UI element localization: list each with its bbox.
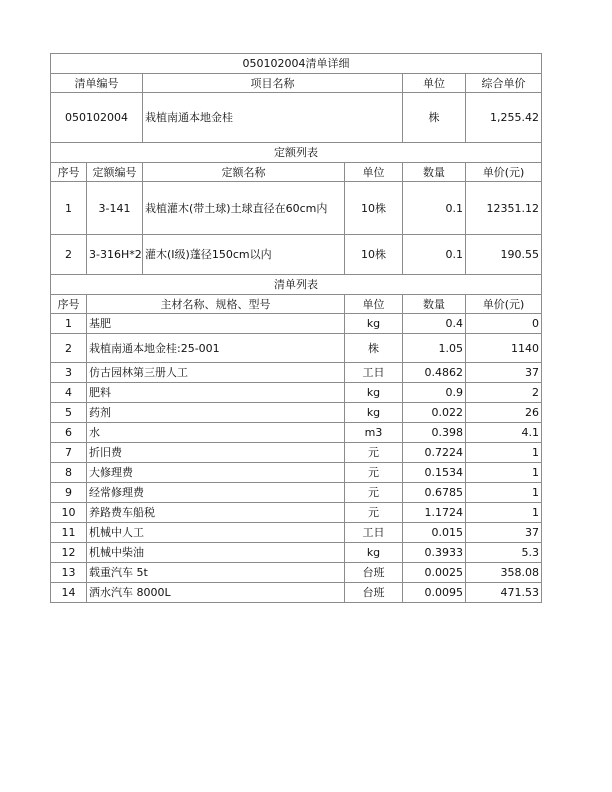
material-name: 仿古园林第三册人工 bbox=[87, 363, 345, 383]
quota-qty-header: 数量 bbox=[403, 163, 466, 182]
material-name: 机械中柴油 bbox=[87, 543, 345, 563]
item-unit-header: 单位 bbox=[403, 74, 466, 93]
material-row bbox=[51, 583, 542, 603]
material-row bbox=[51, 334, 542, 363]
quota-price: 190.55 bbox=[466, 235, 542, 275]
quota-price-header: 单价(元) bbox=[466, 163, 542, 182]
quota-seq: 2 bbox=[51, 235, 87, 275]
material-seq: 4 bbox=[51, 383, 87, 403]
material-price: 1 bbox=[466, 483, 542, 503]
material-price: 1 bbox=[466, 443, 542, 463]
material-row bbox=[51, 563, 542, 583]
material-unit: 元 bbox=[345, 443, 403, 463]
material-unit: 工日 bbox=[345, 523, 403, 543]
material-name: 基肥 bbox=[87, 314, 345, 334]
material-name: 载重汽车 5t bbox=[87, 563, 345, 583]
quota-unit-header: 单位 bbox=[345, 163, 403, 182]
material-unit: m3 bbox=[345, 423, 403, 443]
table-title: 050102004清单详细 bbox=[51, 54, 542, 74]
material-price: 0 bbox=[466, 314, 542, 334]
material-row bbox=[51, 523, 542, 543]
material-seq: 1 bbox=[51, 314, 87, 334]
material-name: 肥料 bbox=[87, 383, 345, 403]
material-qty: 0.7224 bbox=[403, 443, 466, 463]
material-price: 2 bbox=[466, 383, 542, 403]
item-code: 050102004 bbox=[51, 93, 143, 143]
material-seq: 11 bbox=[51, 523, 87, 543]
material-name: 折旧费 bbox=[87, 443, 345, 463]
material-qty: 1.05 bbox=[403, 334, 466, 363]
material-price: 4.1 bbox=[466, 423, 542, 443]
material-qty: 0.0095 bbox=[403, 583, 466, 603]
material-seq: 9 bbox=[51, 483, 87, 503]
material-name: 经常修理费 bbox=[87, 483, 345, 503]
material-price: 358.08 bbox=[466, 563, 542, 583]
material-qty: 0.015 bbox=[403, 523, 466, 543]
quota-name: 灌木(I级)蓬径150cm以内 bbox=[143, 235, 345, 275]
material-unit: kg bbox=[345, 543, 403, 563]
material-price: 1 bbox=[466, 463, 542, 483]
material-unit: 元 bbox=[345, 483, 403, 503]
item-price-header: 综合单价 bbox=[466, 74, 542, 93]
bill-detail-table bbox=[50, 53, 542, 603]
material-qty: 0.9 bbox=[403, 383, 466, 403]
material-unit: 台班 bbox=[345, 563, 403, 583]
material-seq: 5 bbox=[51, 403, 87, 423]
item-unit: 株 bbox=[403, 93, 466, 143]
quota-name-header: 定额名称 bbox=[143, 163, 345, 182]
material-section-title: 清单列表 bbox=[51, 275, 542, 295]
quota-code-header: 定额编号 bbox=[87, 163, 143, 182]
material-qty: 0.4 bbox=[403, 314, 466, 334]
material-qty: 0.6785 bbox=[403, 483, 466, 503]
material-unit: 株 bbox=[345, 334, 403, 363]
quota-name: 栽植灌木(带土球)土球直径在60cm内 bbox=[143, 182, 345, 235]
material-name: 水 bbox=[87, 423, 345, 443]
quota-row bbox=[51, 182, 542, 235]
material-name-header: 主材名称、规格、型号 bbox=[87, 295, 345, 314]
material-unit: 元 bbox=[345, 503, 403, 523]
material-qty: 1.1724 bbox=[403, 503, 466, 523]
material-qty: 0.022 bbox=[403, 403, 466, 423]
material-price: 26 bbox=[466, 403, 542, 423]
material-qty-header: 数量 bbox=[403, 295, 466, 314]
material-rows bbox=[51, 314, 542, 603]
quota-code: 3-141 bbox=[87, 182, 143, 235]
material-row bbox=[51, 403, 542, 423]
item-name-header: 项目名称 bbox=[143, 74, 403, 93]
material-unit: kg bbox=[345, 314, 403, 334]
material-unit: 工日 bbox=[345, 363, 403, 383]
material-qty: 0.398 bbox=[403, 423, 466, 443]
material-row bbox=[51, 463, 542, 483]
material-name: 洒水汽车 8000L bbox=[87, 583, 345, 603]
material-row bbox=[51, 363, 542, 383]
material-price: 37 bbox=[466, 363, 542, 383]
material-qty: 0.3933 bbox=[403, 543, 466, 563]
quota-seq: 1 bbox=[51, 182, 87, 235]
material-seq: 12 bbox=[51, 543, 87, 563]
material-name: 大修理费 bbox=[87, 463, 345, 483]
material-seq: 8 bbox=[51, 463, 87, 483]
material-row bbox=[51, 443, 542, 463]
material-seq-header: 序号 bbox=[51, 295, 87, 314]
material-price: 37 bbox=[466, 523, 542, 543]
material-seq: 13 bbox=[51, 563, 87, 583]
quota-seq-header: 序号 bbox=[51, 163, 87, 182]
material-unit: kg bbox=[345, 383, 403, 403]
material-row bbox=[51, 383, 542, 403]
material-unit: 元 bbox=[345, 463, 403, 483]
material-name: 栽植南通本地金桂:25-001 bbox=[87, 334, 345, 363]
item-price: 1,255.42 bbox=[466, 93, 542, 143]
material-price: 1 bbox=[466, 503, 542, 523]
quota-qty: 0.1 bbox=[403, 182, 466, 235]
material-row bbox=[51, 503, 542, 523]
material-name: 机械中人工 bbox=[87, 523, 345, 543]
material-name: 养路费车船税 bbox=[87, 503, 345, 523]
quota-code: 3-316H*2 bbox=[87, 235, 143, 275]
material-row bbox=[51, 483, 542, 503]
material-seq: 2 bbox=[51, 334, 87, 363]
quota-unit: 10株 bbox=[345, 182, 403, 235]
material-name: 药剂 bbox=[87, 403, 345, 423]
material-price: 471.53 bbox=[466, 583, 542, 603]
item-name: 栽植南通本地金桂 bbox=[143, 93, 403, 143]
material-seq: 7 bbox=[51, 443, 87, 463]
material-seq: 6 bbox=[51, 423, 87, 443]
material-price: 5.3 bbox=[466, 543, 542, 563]
material-qty: 0.0025 bbox=[403, 563, 466, 583]
material-row bbox=[51, 423, 542, 443]
material-unit: 台班 bbox=[345, 583, 403, 603]
material-price: 1140 bbox=[466, 334, 542, 363]
material-seq: 10 bbox=[51, 503, 87, 523]
quota-row bbox=[51, 235, 542, 275]
quota-qty: 0.1 bbox=[403, 235, 466, 275]
material-seq: 3 bbox=[51, 363, 87, 383]
material-price-header: 单价(元) bbox=[466, 295, 542, 314]
material-qty: 0.1534 bbox=[403, 463, 466, 483]
material-unit: kg bbox=[345, 403, 403, 423]
material-row bbox=[51, 314, 542, 334]
quota-section-title: 定额列表 bbox=[51, 143, 542, 163]
material-seq: 14 bbox=[51, 583, 87, 603]
quota-price: 12351.12 bbox=[466, 182, 542, 235]
quota-unit: 10株 bbox=[345, 235, 403, 275]
material-unit-header: 单位 bbox=[345, 295, 403, 314]
material-row bbox=[51, 543, 542, 563]
item-code-header: 清单编号 bbox=[51, 74, 143, 93]
material-qty: 0.4862 bbox=[403, 363, 466, 383]
